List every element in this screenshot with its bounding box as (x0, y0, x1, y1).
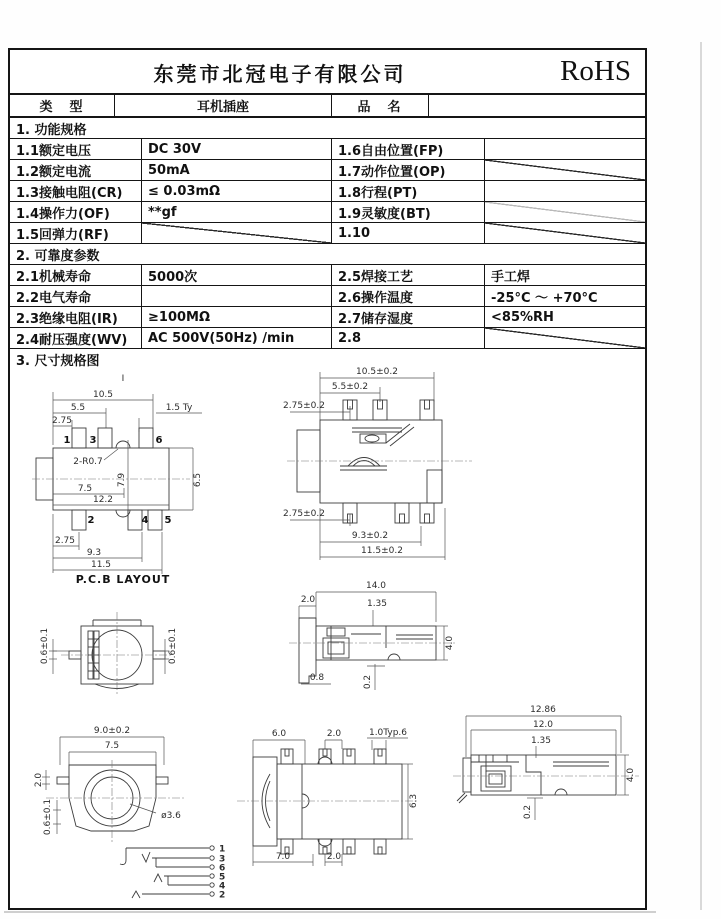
bottom-legs (343, 503, 434, 523)
dim-label: 10.5 (92, 390, 114, 400)
spec-value (485, 139, 645, 159)
dim-label: 2.0 (326, 852, 342, 862)
spec-label: 2.4耐压强度(WV) (10, 328, 142, 348)
spec-label: 1.7动作位置(OP) (332, 160, 485, 180)
spec-label: 1.10 (332, 223, 485, 243)
spec-value (485, 181, 645, 201)
spec-value: DC 30V (142, 139, 332, 159)
spec-label: 1.8行程(PT) (332, 181, 485, 201)
dim-label: 7.9 (117, 472, 127, 488)
spec-value: ≤ 0.03mΩ (142, 181, 332, 201)
spec-value-na (485, 202, 645, 222)
spec-value: AC 500V(50Hz) /min (142, 328, 332, 348)
bottom-view-linework (237, 738, 418, 866)
side-view2-drawing (441, 700, 648, 840)
end-view-linework (49, 612, 173, 694)
spec-label: 1.1额定电压 (10, 139, 142, 159)
pin-number: 1 (63, 435, 71, 446)
section3-title: 3. 尺寸规格图 (16, 354, 100, 369)
pin-number: 2 (87, 515, 95, 526)
dim-label: 9.3±0.2 (351, 531, 389, 541)
pin-number: 3 (89, 435, 97, 446)
spec-value: **gf (142, 202, 332, 222)
dim-label: 1.35 (530, 736, 552, 746)
spec-label: 1.2额定电流 (10, 160, 142, 180)
section1-title: 1. 功能规格 (16, 122, 87, 138)
dim-label: 5.5 (70, 403, 86, 413)
spec-label: 1.9灵敏度(BT) (332, 202, 485, 222)
dim-label: ø3.6 (161, 811, 181, 821)
dim-label: 11.5±0.2 (361, 546, 403, 556)
scan-artifact-right (700, 42, 702, 910)
dim-label: 7.5 (104, 741, 120, 751)
section1-header-row (10, 118, 645, 139)
spec-value: -25°C ～ +70°C (491, 290, 598, 306)
front-view-drawing (16, 720, 198, 852)
spec-value-na (485, 328, 645, 348)
spec-value (142, 286, 332, 306)
spec-label: 2.7储存湿度 (332, 307, 485, 327)
dim-label: 2.0 (326, 729, 342, 739)
schematic-drawing (112, 842, 242, 906)
dim-label: 9.3 (86, 548, 102, 558)
schematic-pin-number: 4 (219, 881, 226, 892)
side-view-drawing (272, 358, 490, 565)
dim-label: 12.0 (532, 720, 554, 730)
spec-value: 50mA (142, 160, 332, 180)
dim-label: 7.0 (275, 852, 291, 862)
dim-label: 4.0 (445, 635, 455, 651)
product-name-value (429, 95, 645, 116)
spec-label: 1.5回弹力(RF) (10, 223, 142, 243)
spec-value: 5000次 (142, 265, 332, 285)
section2-header-row (10, 244, 645, 265)
dim-label: 6.5 (193, 472, 203, 488)
spec-label: 1.4操作力(OF) (10, 202, 142, 222)
type-label: 类 型 (10, 95, 115, 116)
dim-label: 7.5 (77, 484, 93, 494)
spec-label: 2.8 (332, 328, 485, 348)
scan-artifact-bottom (4, 911, 656, 913)
spec-row-2-2 (10, 286, 645, 307)
spec-row-1-3 (10, 181, 645, 202)
side-view2-linework (453, 716, 639, 820)
pcb-layout-caption: P.C.B LAYOUT (75, 573, 171, 586)
schematic-linework (120, 846, 214, 898)
dim-label: 0.2 (363, 674, 373, 690)
pcb-layout-drawing (28, 370, 283, 585)
header-row (10, 50, 645, 95)
product-name-label: 品 名 (332, 95, 429, 116)
dim-label: 0.2 (523, 804, 533, 820)
spec-value-na (142, 223, 332, 243)
spec-row-2-3 (10, 307, 645, 328)
type-value: 耳机插座 (115, 95, 332, 116)
dim-label: 5.5±0.2 (331, 382, 369, 392)
dim-label: 1.35 (366, 599, 388, 609)
dim-label: 2.75 (54, 536, 76, 546)
dim-label: 0.8 (309, 673, 325, 683)
rohs-mark: RoHS (560, 55, 631, 87)
spec-label: 2.5焊接工艺 (332, 265, 485, 285)
schematic-pin-number: 2 (219, 890, 226, 901)
front-view-linework (42, 737, 184, 842)
dim-label: 0.6±0.1 (168, 627, 178, 665)
dim-label: 9.0±0.2 (93, 726, 131, 736)
dim-label: 4.0 (626, 767, 636, 783)
spec-value: ≥100MΩ (142, 307, 332, 327)
dim-label: 6.3 (409, 793, 419, 809)
end-view-drawing (33, 594, 185, 702)
dim-label: 1.5 Ty (165, 403, 193, 413)
spec-row-2-4 (10, 328, 645, 349)
spec-label: 1.3接触电阻(CR) (10, 181, 142, 201)
spec-value-na (485, 223, 645, 243)
company-title: 东莞市北冠电子有限公司 (153, 62, 407, 86)
dim-label: 0.6±0.1 (40, 627, 50, 665)
dim-label: 0.6±0.1 (43, 798, 53, 836)
dim-label: 12.2 (92, 495, 114, 505)
dim-label: 2.0 (34, 772, 44, 788)
schematic-pin-number: 5 (219, 872, 226, 883)
section2-title: 2. 可靠度参数 (16, 248, 100, 264)
spec-value: <85%RH (491, 309, 554, 325)
spec-row-2-1 (10, 265, 645, 286)
type-row (10, 95, 645, 118)
spec-label: 2.2电气寿命 (10, 286, 142, 306)
spec-label: 2.1机械寿命 (10, 265, 142, 285)
spec-row-1-5 (10, 223, 645, 244)
dim-label: 11.5 (90, 560, 112, 570)
schematic-pin-number: 6 (219, 863, 226, 874)
dim-label: 2.0 (300, 595, 316, 605)
spec-label: 1.6自由位置(FP) (332, 139, 485, 159)
dim-label: 14.0 (365, 581, 387, 591)
spec-value: 手工焊 (491, 269, 531, 285)
dim-label: 6.0 (271, 729, 287, 739)
dim-label: 2.75 (51, 416, 73, 426)
pin-number: 4 (141, 515, 149, 526)
dim-label: 2-R0.7 (73, 457, 103, 467)
top-legs (281, 749, 386, 764)
top-legs (343, 400, 434, 420)
pin-number: 6 (155, 435, 163, 446)
spec-row-1-1 (10, 139, 645, 160)
spec-label: 2.3绝缘电阻(IR) (10, 307, 142, 327)
top-view-drawing (281, 576, 463, 701)
spec-row-1-4 (10, 202, 645, 223)
spec-label: 2.6操作温度 (332, 286, 485, 306)
dim-label: I (121, 374, 125, 384)
dim-label: 12.86 (530, 705, 556, 715)
schematic-pin-number: 1 (219, 844, 226, 855)
dim-label: 2.75±0.2 (283, 401, 325, 411)
schematic-pin-number: 3 (219, 854, 226, 865)
dim-label: 1.0Typ.6 (368, 728, 408, 738)
dim-label: 2.75±0.2 (283, 509, 325, 519)
bottom-view-drawing (222, 724, 422, 872)
pin-number: 5 (164, 515, 172, 526)
spec-value-na (485, 160, 645, 180)
dim-label: 10.5±0.2 (356, 367, 398, 377)
spec-row-1-2 (10, 160, 645, 181)
